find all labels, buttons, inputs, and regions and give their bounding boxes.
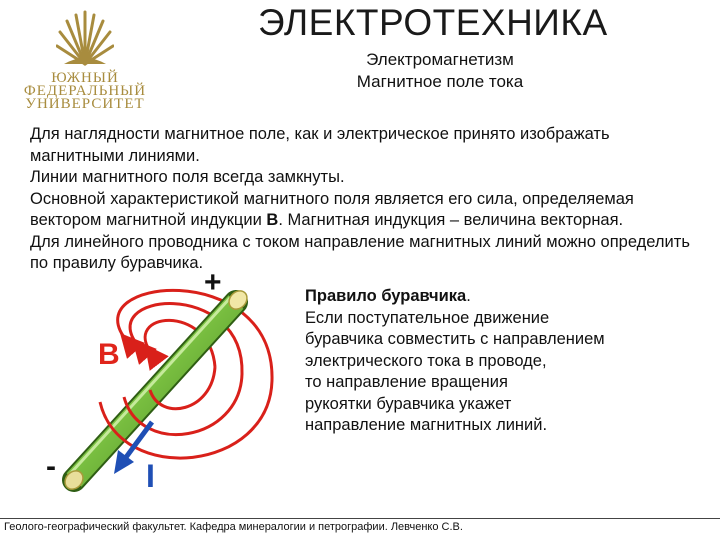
conductor-wire — [61, 287, 250, 493]
body-paragraph: Линии магнитного поля всегда замкнуты. — [30, 168, 345, 186]
footer-divider — [0, 518, 720, 519]
body-text-span: . Магнитная индукция – величина векторная. — [278, 211, 624, 229]
gimlet-rule-text — [305, 286, 635, 437]
rule-line: Если поступательное движение — [305, 308, 550, 327]
logo-line-3: УНИВЕРСИТЕТ — [25, 96, 145, 112]
university-logo — [10, 8, 160, 112]
negative-terminal-label: - — [46, 450, 56, 483]
rule-line: направление магнитных линий. — [305, 416, 548, 434]
rule-line: буравчика совместить с направлением — [305, 330, 605, 348]
body-text — [30, 124, 700, 275]
rule-line: электрического тока в проводе, — [305, 351, 547, 370]
subtitle-subtopic: Магнитное поле тока — [356, 72, 524, 91]
conductor-field-illustration — [40, 272, 300, 502]
body-text-span: Основной характеристикой магнитного поля является его сила, определяемая вектором магнитной индукции — [30, 189, 634, 229]
subtitle-topic: Электромагнетизм — [366, 50, 514, 69]
positive-terminal-label: + — [204, 266, 222, 299]
logo-wordmark — [10, 72, 160, 111]
rule-heading — [305, 286, 635, 308]
logo-line-1: ЮЖНЫЙ — [51, 70, 119, 86]
induction-symbol: В — [266, 211, 279, 229]
gimlet-rule-diagram — [40, 266, 300, 502]
body-paragraph — [30, 189, 700, 232]
magnetic-induction-label: В — [98, 338, 120, 371]
rule-line: рукоятки буравчика укажет — [305, 394, 512, 413]
current-label: I — [146, 458, 155, 494]
rule-line: то направление вращения — [305, 373, 508, 391]
footer-credit: Геолого-географический факультет. Кафедра минералогии и петрографии. Левченко С.В. — [4, 521, 463, 533]
page-subtitle — [330, 49, 550, 93]
sunburst-emblem-icon — [56, 8, 114, 68]
rule-title-dot: . — [466, 287, 471, 305]
page-title: ЭЛЕКТРОТЕХНИКА — [258, 2, 608, 43]
body-paragraph: Для наглядности магнитное поле, как и электрическое принято изображать магнитными линиями. — [30, 125, 610, 165]
rule-title: Правило буравчика — [305, 287, 467, 305]
logo-line-2: ФЕДЕРАЛЬНЫЙ — [23, 83, 147, 99]
body-paragraph: Для линейного проводника с током направление магнитных линий можно определить по правилу буравчика. — [30, 232, 690, 272]
